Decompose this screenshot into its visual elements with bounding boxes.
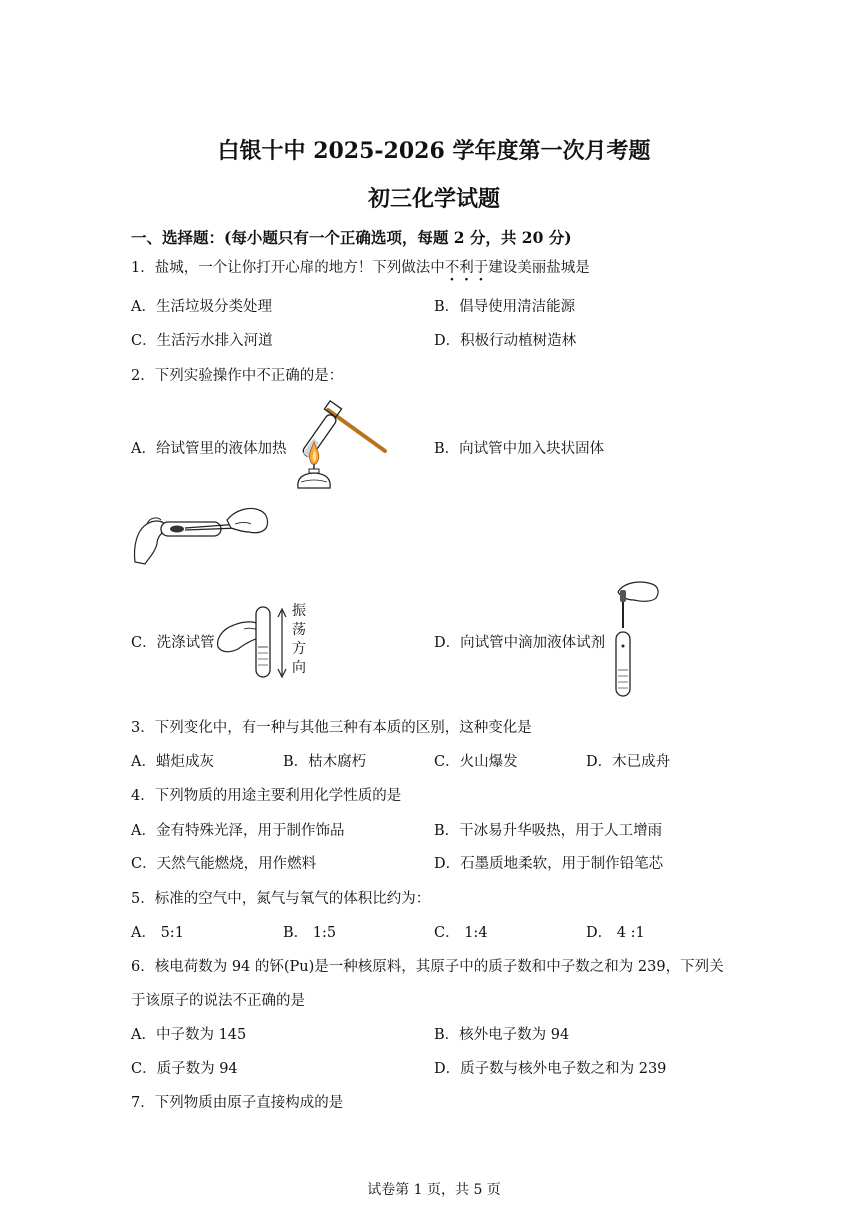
question-6-stem-line-1: 6．核电荷数为 94 的钚(Pu)是一种核原料，其原子中的质子数和中子数之和为 239，下列关 xyxy=(131,959,724,975)
question-4-option-a: A．金有特殊光泽，用于制作饰品 xyxy=(131,823,345,839)
question-5-option-c: C． 1:4 xyxy=(434,925,488,941)
question-2-option-b: B．向试管中加入块状固体 xyxy=(434,441,605,457)
question-1-option-c: C．生活污水排入河道 xyxy=(131,333,273,349)
heating-test-tube-figure xyxy=(290,396,390,496)
question-2-option-a: A．给试管里的液体加热 xyxy=(131,441,287,457)
page-footer: 试卷第 1 页，共 5 页 xyxy=(367,1182,501,1198)
question-5-stem: 5．标准的空气中，氮气与氧气的体积比约为： xyxy=(131,891,431,907)
emphasis-char: 于 xyxy=(473,260,489,276)
washing-test-tube-figure xyxy=(214,603,288,683)
question-1-option-a: A．生活垃圾分类处理 xyxy=(131,299,272,315)
dropper-figure xyxy=(604,578,664,700)
question-5-option-d: D． 4 :1 xyxy=(586,925,645,941)
question-3-option-d: D．木已成舟 xyxy=(586,754,671,770)
question-4-option-b: B．干冰易升华吸热，用于人工增雨 xyxy=(434,823,663,839)
shaking-label-char: 振 xyxy=(292,603,306,619)
question-6-option-a: A．中子数为 145 xyxy=(131,1027,247,1043)
question-3-stem: 3．下列变化中，有一种与其他三种有本质的区别，这种变化是 xyxy=(131,720,532,736)
question-6-option-c: C．质子数为 94 xyxy=(131,1061,238,1077)
shaking-label-char: 方 xyxy=(292,641,306,657)
shaking-label-char: 荡 xyxy=(292,622,306,638)
question-2-option-c: C．洗涤试管 xyxy=(131,635,215,651)
question-2-stem: 2．下列实验操作中不正确的是： xyxy=(131,368,344,384)
question-4-option-c: C．天然气能燃烧，用作燃料 xyxy=(131,856,317,872)
question-1-stem xyxy=(131,256,590,277)
exam-title: 白银十中 2025-2026 学年度第一次月考题 xyxy=(217,138,651,164)
section-heading: 一、选择题：(每小题只有一个正确选项，每题 2 分，共 20 分) xyxy=(131,228,572,247)
shaking-direction-label xyxy=(292,602,308,678)
question-6-option-d: D．质子数与核外电子数之和为 239 xyxy=(434,1061,667,1077)
question-6-stem-line-2: 于该原子的说法不正确的是 xyxy=(131,993,305,1009)
exam-subtitle: 初三化学试题 xyxy=(367,186,500,212)
emphasis-char: 不 xyxy=(444,260,460,276)
question-3-option-b: B．枯木腐朽 xyxy=(283,754,367,770)
question-7-stem: 7．下列物质由原子直接构成的是 xyxy=(131,1095,344,1111)
add-solid-figure xyxy=(131,502,271,566)
question-3-option-c: C．火山爆发 xyxy=(434,754,518,770)
question-4-stem: 4．下列物质的用途主要利用化学性质的是 xyxy=(131,788,402,804)
question-3-option-a: A．蜡炬成灰 xyxy=(131,754,214,770)
question-1-option-b: B．倡导使用清洁能源 xyxy=(434,299,576,315)
question-6-option-b: B．核外电子数为 94 xyxy=(434,1027,570,1043)
question-4-option-d: D．石墨质地柔软，用于制作铅笔芯 xyxy=(434,856,664,872)
question-1-option-d: D．积极行动植树造林 xyxy=(434,333,577,349)
question-1-stem-text: 1．盐城，一个让你打开心扉的地方！下列做法中 xyxy=(131,260,445,276)
question-1-stem-end: 建设美丽盐城是 xyxy=(488,260,590,276)
shaking-label-char: 向 xyxy=(292,660,306,676)
question-2-option-d: D．向试管中滴加液体试剂 xyxy=(434,635,606,651)
emphasis-char: 利 xyxy=(459,260,474,276)
question-5-option-a: A． 5:1 xyxy=(131,925,184,941)
question-5-option-b: B． 1:5 xyxy=(283,925,337,941)
